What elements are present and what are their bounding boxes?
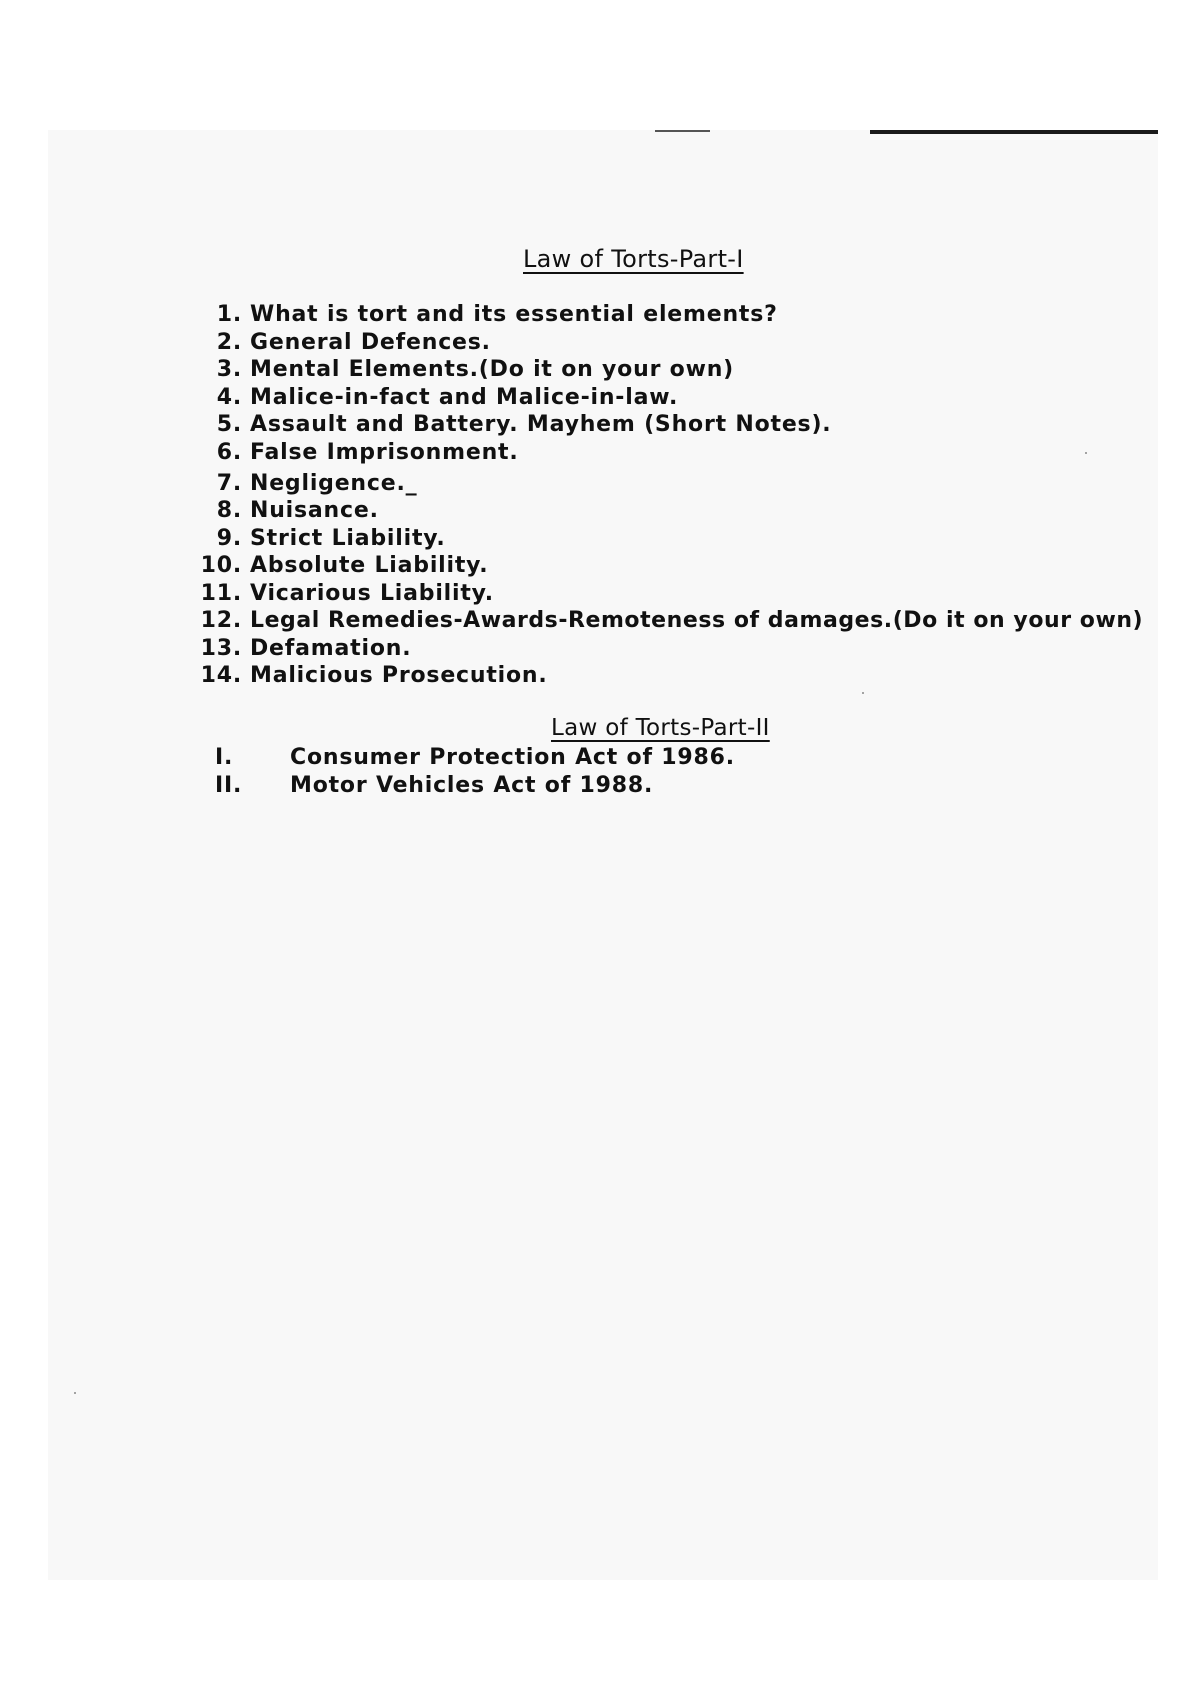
item-number: 9. xyxy=(216,525,242,551)
item-text: Mental Elements.(Do it on your own) xyxy=(250,357,735,382)
part2-list xyxy=(215,744,735,800)
item-number: 14. xyxy=(200,663,242,688)
part1-list xyxy=(200,301,1144,690)
scan-speck xyxy=(1085,452,1087,454)
item-text: Negligence._ xyxy=(250,470,418,496)
list-item xyxy=(200,580,1143,608)
item-text: Assault and Battery. Mayhem (Short Notes). xyxy=(250,412,832,437)
list-item xyxy=(216,411,1143,439)
top-edge-rule xyxy=(870,130,1158,134)
list-item xyxy=(216,329,1143,357)
item-text: Consumer Protection Act of 1986. xyxy=(290,745,735,770)
item-number: 11. xyxy=(200,580,242,606)
item-text: Malice-in-fact and Malice-in-law. xyxy=(250,384,679,410)
item-number: 13. xyxy=(200,635,242,661)
item-text: Defamation. xyxy=(250,635,412,661)
item-text: Vicarious Liability. xyxy=(250,580,494,606)
list-item xyxy=(216,470,1143,498)
item-number: 10. xyxy=(200,553,242,578)
item-number: 4. xyxy=(216,384,242,410)
list-item xyxy=(216,497,1143,525)
list-item xyxy=(216,356,1143,384)
item-text: False Imprisonment. xyxy=(250,439,519,465)
item-text: General Defences. xyxy=(250,329,491,355)
item-text: Absolute Liability. xyxy=(250,553,489,578)
list-item xyxy=(215,744,735,772)
list-item xyxy=(200,635,1143,663)
item-number: 2. xyxy=(216,329,242,355)
item-text: What is tort and its essential elements? xyxy=(250,302,778,327)
scan-speck xyxy=(74,1392,76,1394)
item-text: Strict Liability. xyxy=(250,525,446,551)
item-text: Legal Remedies-Awards-Remoteness of damages.(Do it on your own) xyxy=(250,608,1144,633)
item-number: 5. xyxy=(216,412,242,437)
item-number: 6. xyxy=(216,439,242,465)
list-item xyxy=(200,662,1143,690)
item-number: II. xyxy=(215,773,243,798)
list-item xyxy=(215,772,735,800)
list-item xyxy=(216,439,1143,470)
item-text: Malicious Prosecution. xyxy=(250,663,548,688)
item-number: 7. xyxy=(216,470,242,496)
top-edge-rule-short xyxy=(655,130,710,132)
list-item xyxy=(200,607,1144,635)
item-number: 1. xyxy=(216,302,242,327)
item-text: Nuisance. xyxy=(250,498,379,523)
item-number: 3. xyxy=(216,357,242,382)
list-item xyxy=(200,552,1143,580)
item-text: Motor Vehicles Act of 1988. xyxy=(290,773,654,798)
list-item xyxy=(216,525,1143,553)
item-number: 8. xyxy=(216,498,242,523)
list-item xyxy=(216,384,1143,412)
item-number: 12. xyxy=(200,608,242,633)
scan-speck xyxy=(862,692,864,694)
part2-title: Law of Torts-Part-II xyxy=(551,715,770,741)
list-item xyxy=(216,301,1143,329)
item-number: I. xyxy=(215,745,234,770)
part1-title: Law of Torts-Part-I xyxy=(523,245,744,273)
